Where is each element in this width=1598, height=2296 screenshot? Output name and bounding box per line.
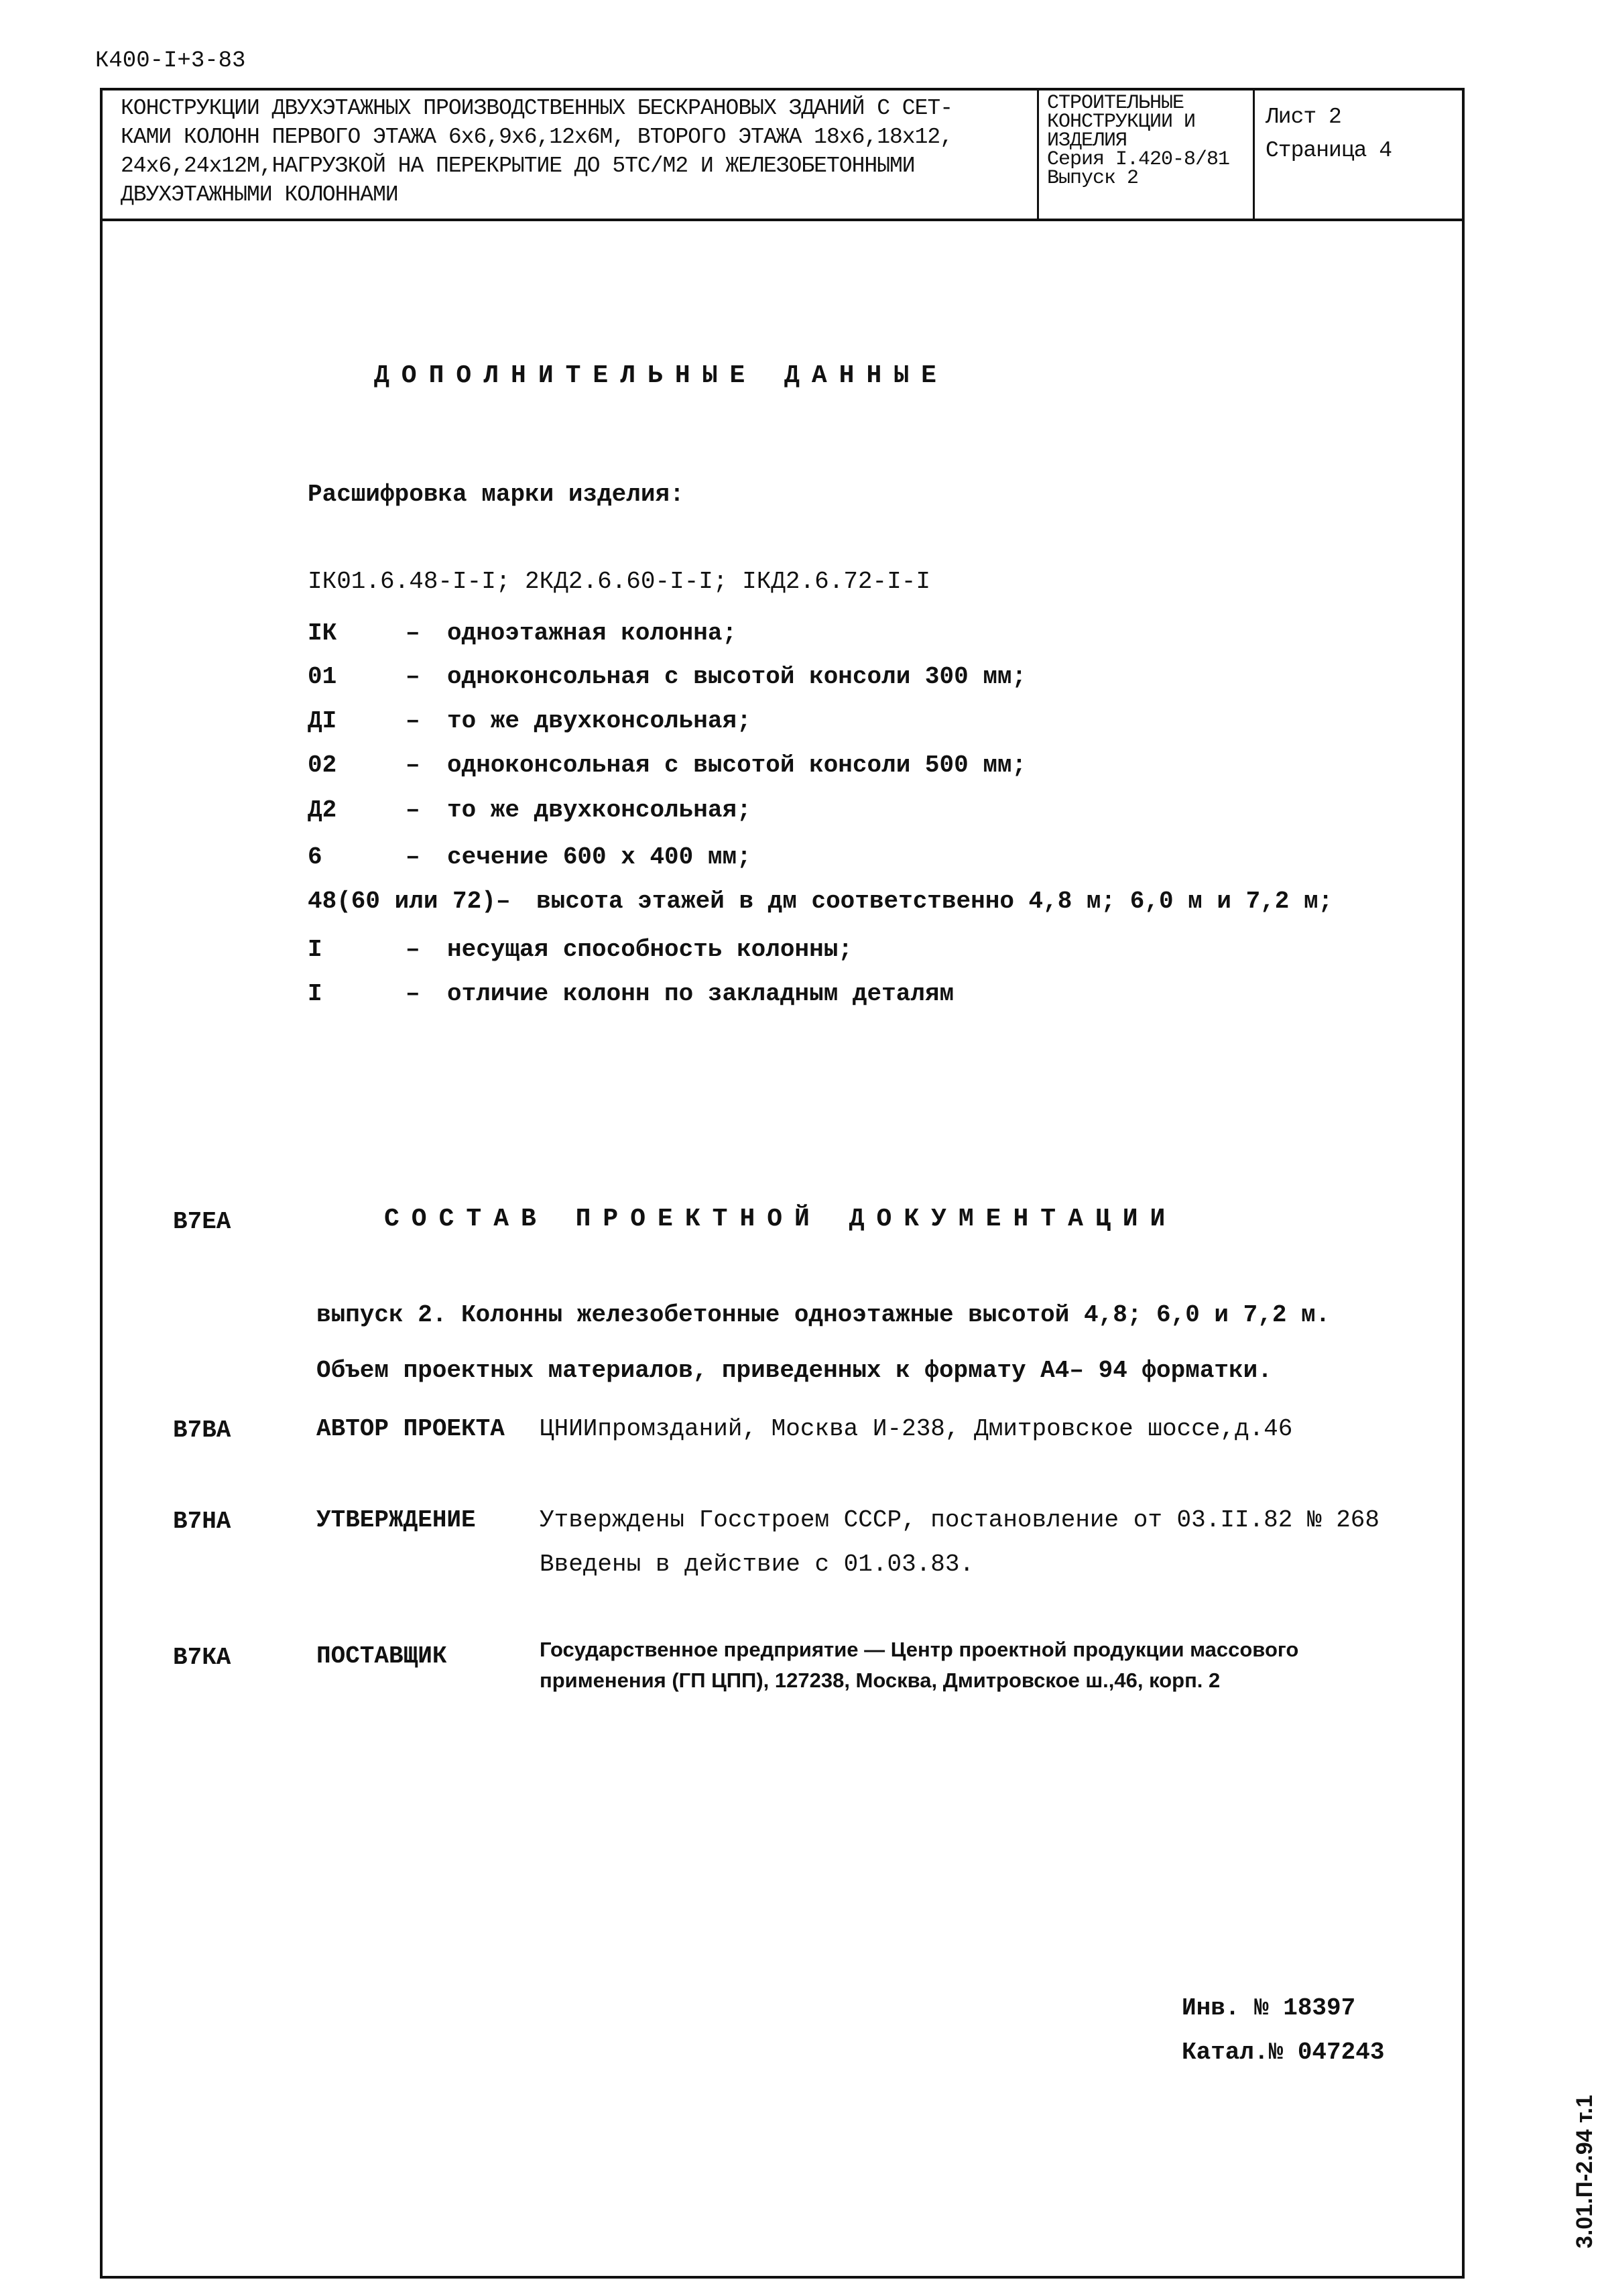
header-column-divider [1253, 88, 1255, 220]
dash-separator: – [406, 980, 420, 1008]
code-key: IК [308, 619, 337, 647]
code-key: 02 [308, 751, 337, 779]
dash-separator: – [406, 843, 420, 871]
sheet-number: Лист 2 [1266, 105, 1341, 129]
section-title-documentation: СОСТАВ ПРОЕКТНОЙ ДОКУМЕНТАЦИИ [384, 1205, 1178, 1233]
code-meaning: то же двухконсольная; [447, 707, 751, 735]
catalog-number: Катал.№ 047243 [1182, 2039, 1385, 2066]
page-number: Страница 4 [1266, 138, 1392, 163]
header-column-divider [1037, 88, 1039, 220]
code-meaning: одноэтажная колонна; [447, 619, 737, 647]
document-code: К400-I+3-83 [95, 48, 246, 74]
product-codes: IК01.6.48-I-I; 2КД2.6.60-I-I; IКД2.6.72-I-I [308, 568, 930, 595]
dash-separator: – [406, 707, 420, 735]
dash-separator: – [406, 663, 420, 690]
entry-value-approval: Утверждены Госстроем СССР, постановление от 03.II.82 № 268 [540, 1506, 1380, 1534]
header-series [1047, 94, 1229, 188]
series-line: СТРОИТЕЛЬНЫЕ [1047, 92, 1184, 115]
header-title-line: 24х6,24х12М,НАГРУЗКОЙ НА ПЕРЕКРЫТИЕ ДО 5ТС/М2 И ЖЕЛЕЗОБЕТОННЫМИ [121, 154, 915, 178]
entry-label-author: АВТОР ПРОЕКТА [316, 1415, 505, 1443]
code-key: ДI [308, 707, 337, 735]
dash-separator: – [406, 619, 420, 647]
code-key: I [308, 980, 322, 1008]
section-subtitle: Расшифровка марки изделия: [308, 481, 684, 508]
series-line: Серия I.420-8/81 [1047, 148, 1230, 171]
header-title-line: КОНСТРУКЦИИ ДВУХЭТАЖНЫХ ПРОИЗВОДСТВЕННЫХ БЕСКРАНОВЫХ ЗДАНИЙ С СЕТ- [121, 96, 953, 121]
header-title-line: КАМИ КОЛОНН ПЕРВОГО ЭТАЖА 6х6,9х6,12х6М, ВТОРОГО ЭТАЖА 18х6,18х12, [121, 125, 953, 149]
entry-value-approval: Введены в действие с 01.03.83. [540, 1551, 975, 1578]
entry-code: В7КА [173, 1644, 231, 1671]
entry-code: В7ВА [173, 1416, 231, 1444]
code-meaning: одноконсольная с высотой консоли 500 мм; [447, 751, 1027, 779]
inventory-number: Инв. № 18397 [1182, 1994, 1356, 2022]
entry-label-supplier: ПОСТАВЩИК [316, 1642, 447, 1670]
header-sheet-info [1266, 101, 1392, 168]
entry-value-author: ЦНИИпромзданий, Москва И-238, Дмитровское шоссе,д.46 [540, 1415, 1293, 1443]
dash-separator: – [406, 751, 420, 779]
entry-value-supplier: Государственное предприятие — Центр проектной продукции массового [540, 1638, 1299, 1661]
code-meaning: то же двухконсольная; [447, 796, 751, 824]
code-meaning: несущая способность колонны; [447, 936, 853, 963]
code-key: 01 [308, 663, 337, 690]
header-title-line: ДВУХЭТАЖНЫМИ КОЛОННАМИ [121, 182, 398, 207]
release-description: выпуск 2. Колонны железобетонные одноэтажные высотой 4,8; 6,0 и 7,2 м. [316, 1301, 1331, 1329]
entry-value-supplier: применения (ГП ЦПП), 127238, Москва, Дмитровское ш.,46, корп. 2 [540, 1669, 1221, 1692]
section-title-additional-data: ДОПОЛНИТЕЛЬНЫЕ ДАННЫЕ [374, 361, 948, 390]
dash-separator: – [496, 888, 511, 915]
entry-label-approval: УТВЕРЖДЕНИЕ [316, 1506, 476, 1534]
code-meaning: одноконсольная с высотой консоли 300 мм; [447, 663, 1027, 690]
series-line: Выпуск 2 [1047, 167, 1139, 190]
header-title [121, 94, 952, 209]
page-frame [100, 88, 1465, 2279]
code-meaning: отличие колонн по закладным деталям [447, 980, 955, 1008]
dash-separator: – [406, 796, 420, 824]
code-key: 6 [308, 843, 322, 871]
entry-code: В7НА [173, 1508, 231, 1535]
header-divider [100, 219, 1465, 221]
dash-separator: – [406, 936, 420, 963]
code-key: I [308, 936, 322, 963]
series-line: КОНСТРУКЦИИ И [1047, 111, 1196, 133]
code-meaning: сечение 600 х 400 мм; [447, 843, 751, 871]
series-line: ИЗДЕЛИЯ [1047, 129, 1127, 152]
code-meaning: высота этажей в дм соответственно 4,8 м; 6,0 м и 7,2 м; [536, 888, 1333, 915]
section-code: В7ЕА [173, 1208, 231, 1235]
side-code: 3.01.П-2.94 т.1 [1572, 2094, 1598, 2249]
code-key: Д2 [308, 796, 337, 824]
code-key: 48(60 или 72) [308, 888, 496, 915]
volume-description: Объем проектных материалов, приведенных к формату А4– 94 форматки. [316, 1357, 1272, 1384]
